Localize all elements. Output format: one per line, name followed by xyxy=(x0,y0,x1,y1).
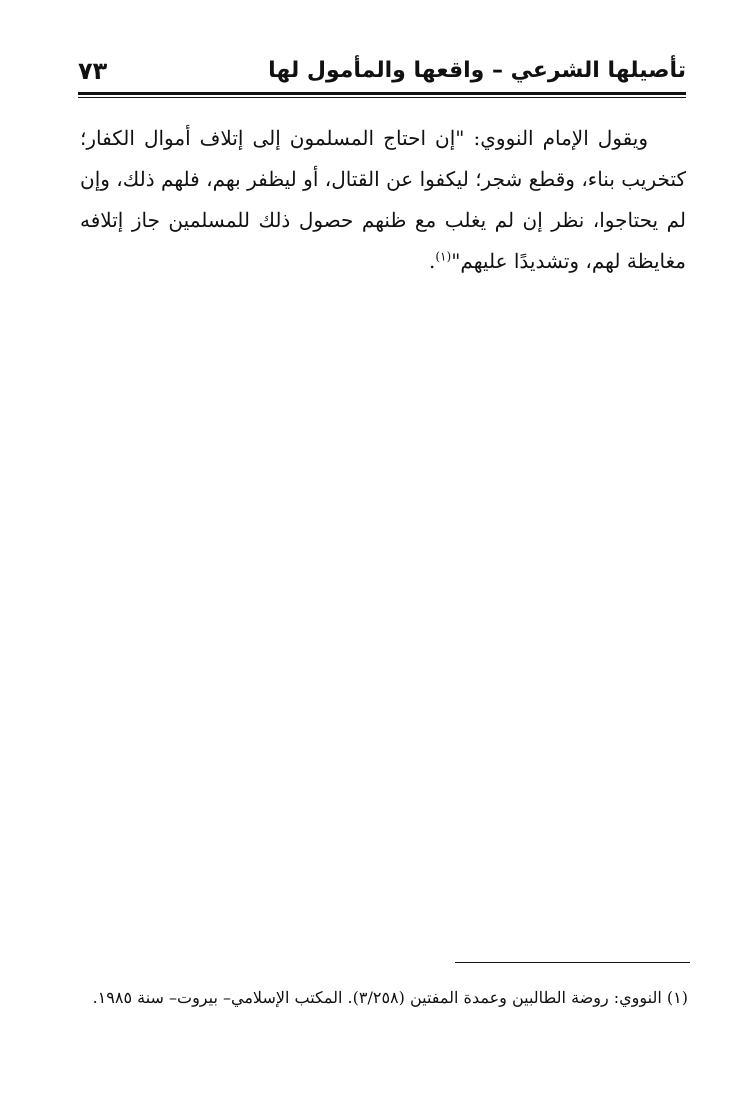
header-rule-thick xyxy=(78,92,686,95)
page-number: ٧٣ xyxy=(78,57,108,85)
body-paragraph-end: . xyxy=(429,249,436,273)
running-header xyxy=(78,52,686,92)
body-paragraph xyxy=(80,118,686,282)
footnote: (١) النووي: روضة الطالبين وعمدة المفتين (٣/٢٥٨). المكتب الإسلامي– بيروت– سنة ١٩٨٥. xyxy=(92,988,688,1007)
footnote-reference: (١) xyxy=(435,249,452,264)
running-header-title: تأصيلها الشرعي – واقعها والمأمول لها xyxy=(268,58,686,83)
body-paragraph-text: ويقول الإمام النووي: "إن احتاج المسلمون إلى إتلاف أموال الكفار؛ كتخريب بناء، وقطع شجر؛ ليكفوا عن القتال، أو ليظفر بهم، فلهم ذلك، وإن لم يحتاجوا، نظر إن لم يغلب مع ظنهم حصول ذلك للمسلمين جاز إتلافه مغايظة لهم، وتشديدًا عليهم" xyxy=(80,126,686,273)
header-rule-thin xyxy=(78,97,686,98)
footnote-separator xyxy=(455,962,690,963)
